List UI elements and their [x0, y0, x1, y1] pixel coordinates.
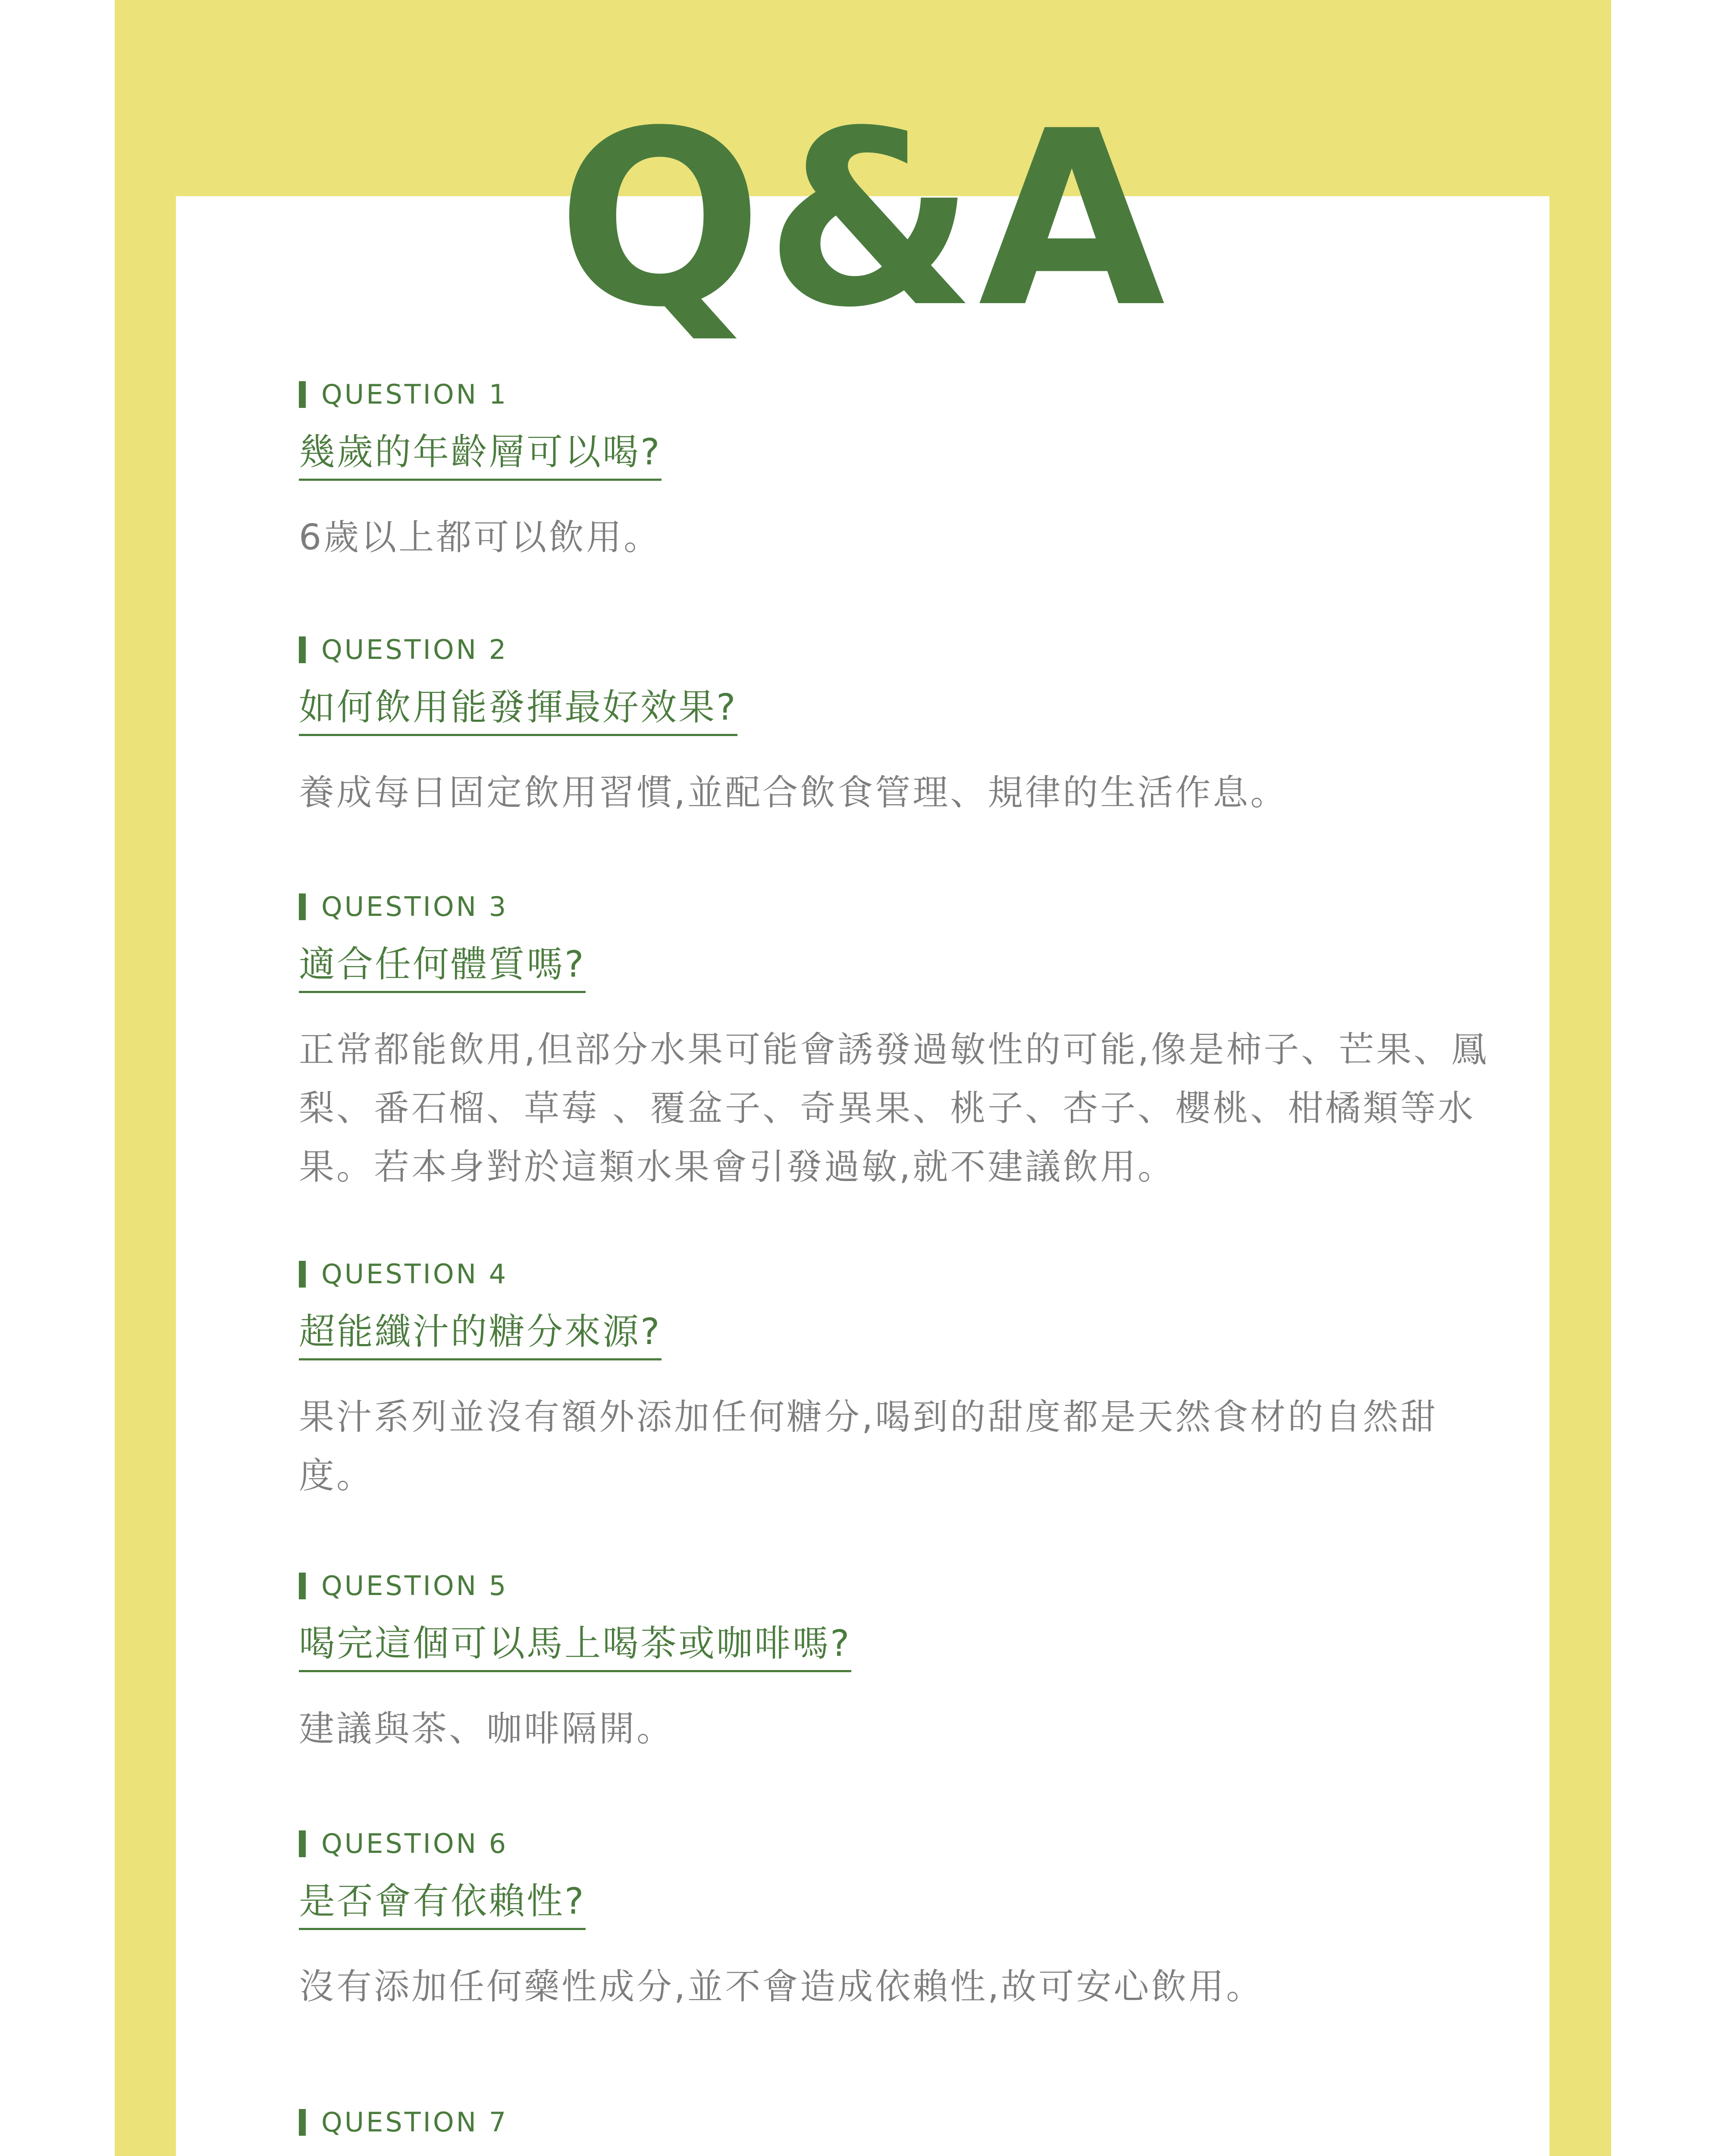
- question-tag: [299, 379, 1489, 410]
- faq-item-6: [299, 1829, 1489, 2016]
- answer-text: 正常都能飲用,但部分水果可能會誘發過敏性的可能,像是柿子、芒果、鳳梨、番石榴、草莓 、覆盆子、奇異果、桃子、杏子、櫻桃、柑橘類等水果。若本身對於這類水果會引發過敏,就不建議飲用。: [299, 1029, 1489, 1188]
- question-marker-bar: [299, 1573, 306, 1599]
- faq-item-1: [299, 379, 1489, 567]
- question-tag: [299, 1259, 1489, 1289]
- faq-item-3: [299, 892, 1489, 1197]
- question-marker-bar: [299, 636, 306, 663]
- answer-text: 沒有添加任何藥性成分,並不會造成依賴性,故可安心飲用。: [299, 1966, 1264, 2007]
- answer-text: 養成每日固定飲用習慣,並配合飲食管理、規律的生活作息。: [299, 772, 1288, 813]
- question-number: QUESTION 4: [321, 1258, 508, 1290]
- question-heading: 超能纖汁的糖分來源?: [299, 1307, 662, 1360]
- answer-text: 6歲以上都可以飲用。: [299, 517, 662, 558]
- question-marker-bar: [299, 381, 306, 408]
- question-tag: [299, 635, 1489, 665]
- question-heading: 喝完這個可以馬上喝茶或咖啡嗎?: [299, 1619, 851, 1672]
- question-tag: [299, 892, 1489, 922]
- question-marker-bar: [299, 2109, 306, 2136]
- answer-text: 建議與茶、咖啡隔開。: [299, 1708, 674, 1749]
- question-tag: [299, 1571, 1489, 1601]
- faq-item-2: [299, 635, 1489, 822]
- faq-item-5: [299, 1571, 1489, 1758]
- faq-item-7: [299, 2107, 1489, 2156]
- question-heading: 是否會有依賴性?: [299, 1877, 586, 1930]
- question-number: QUESTION 6: [321, 1828, 508, 1859]
- question-tag: [299, 1829, 1489, 1859]
- question-tag: [299, 2107, 1489, 2137]
- question-number: QUESTION 7: [321, 2106, 508, 2138]
- question-number: QUESTION 5: [321, 1570, 508, 1601]
- question-marker-bar: [299, 1830, 306, 1857]
- question-heading: 幾歲的年齡層可以喝?: [299, 428, 662, 481]
- page-title: Q&A: [557, 79, 1168, 360]
- faq-item-4: [299, 1259, 1489, 1505]
- question-number: QUESTION 2: [321, 634, 508, 665]
- question-marker-bar: [299, 893, 306, 920]
- answer-text: 果汁系列並沒有額外添加任何糖分,喝到的甜度都是天然食材的自然甜度。: [299, 1397, 1438, 1496]
- question-heading: 適合任何體質嗎?: [299, 940, 586, 993]
- question-marker-bar: [299, 1261, 306, 1288]
- question-heading: 如何飲用能發揮最好效果?: [299, 683, 737, 736]
- question-number: QUESTION 3: [321, 891, 508, 922]
- question-number: QUESTION 1: [321, 379, 508, 410]
